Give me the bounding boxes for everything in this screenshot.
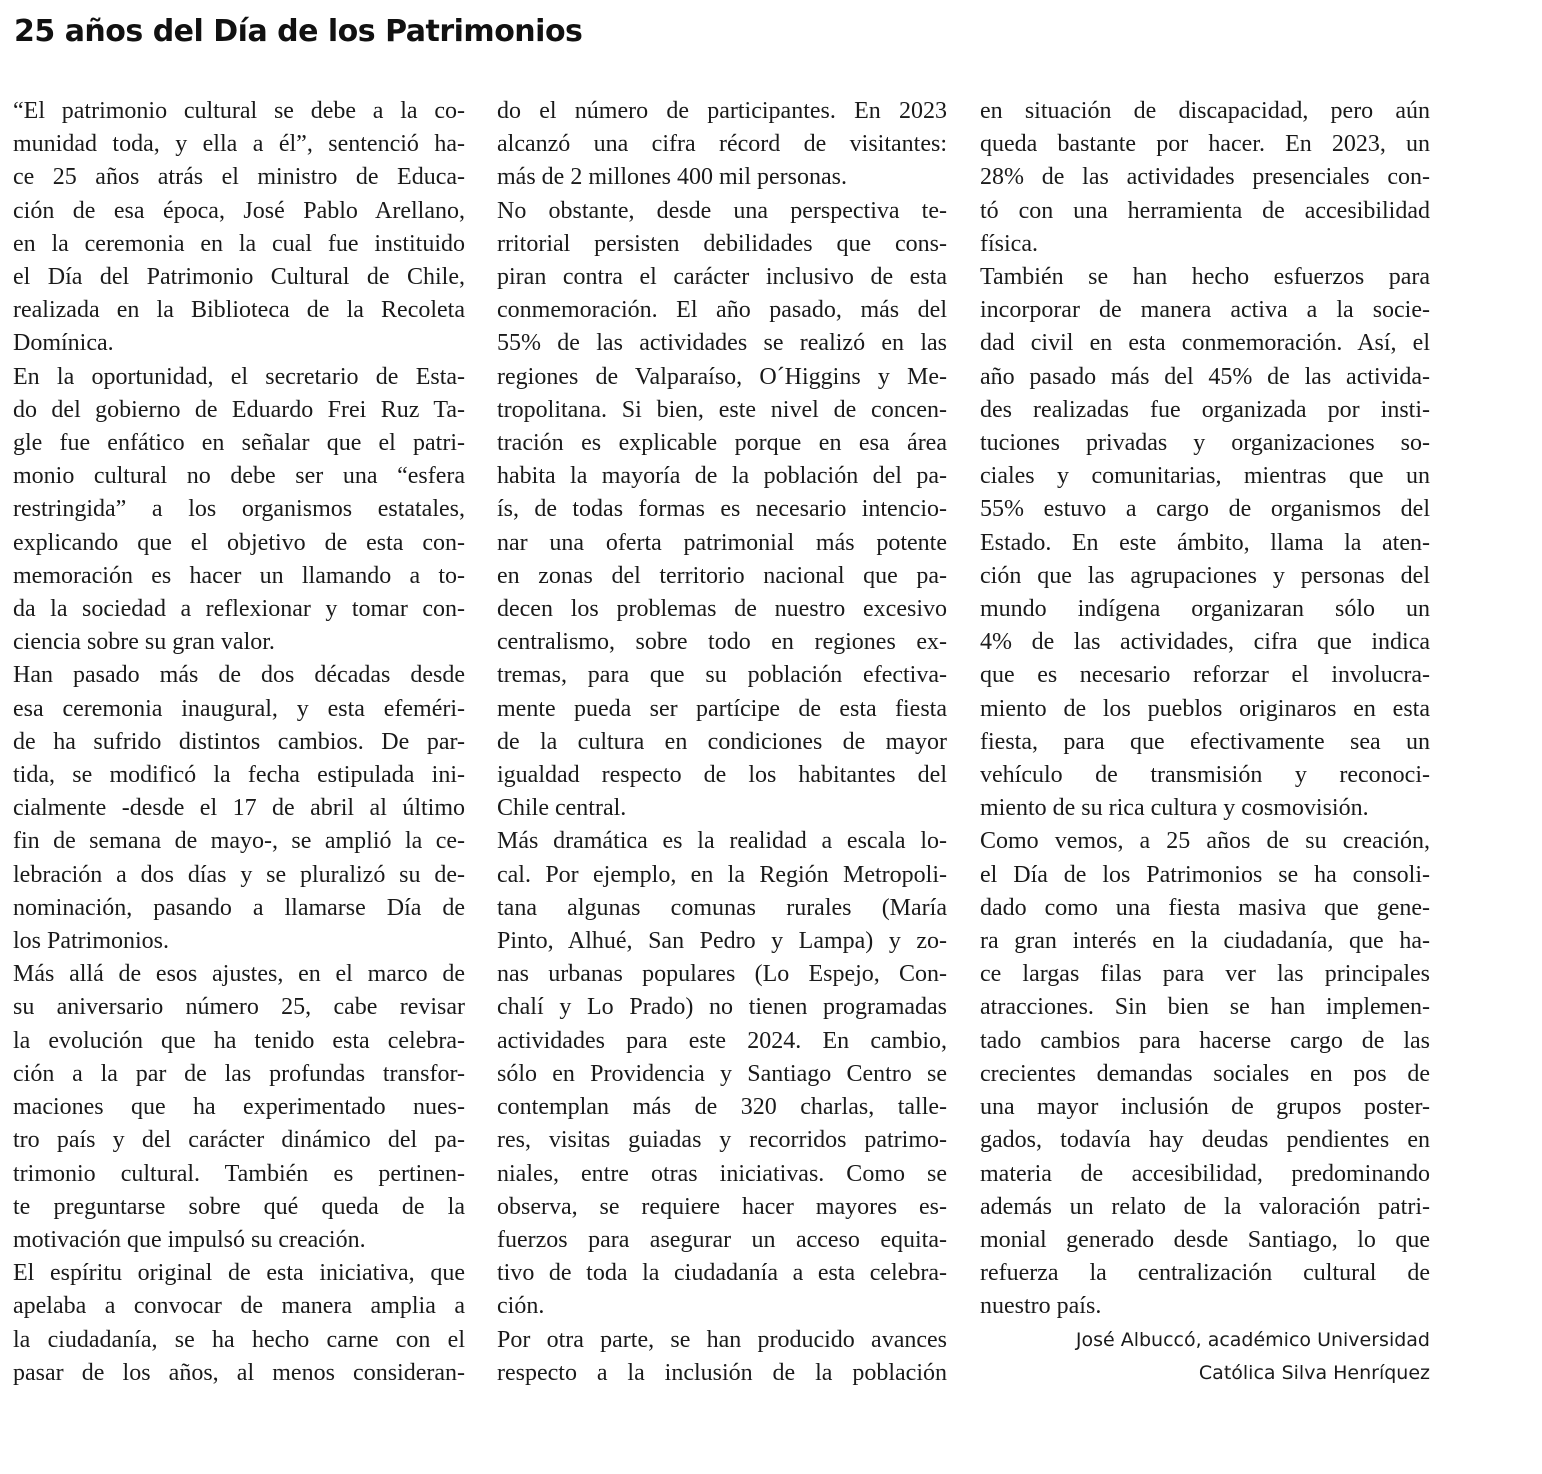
text-line: tremas, para que su población efectiva- [497,662,947,689]
text-line: cialmente -desde el 17 de abril al último [13,795,465,822]
text-line: ce 25 años atrás el ministro de Educa- [13,164,465,191]
text-line: más de 2 millones 400 mil personas. [497,164,847,191]
text-line: 28% de las actividades presenciales con- [980,164,1430,191]
text-line: fuerzos para asegurar un acceso equita- [497,1226,947,1253]
text-line: munidad toda, y ella a él”, sentenció ha- [13,131,465,158]
text-line: ciencia sobre su gran valor. [13,629,275,656]
text-line: Domínica. [13,330,114,357]
text-line: en la ceremonia en la cual fue instituido [13,230,465,257]
text-line: tropolitana. Si bien, este nivel de concen- [497,396,947,423]
text-line: miento de su rica cultura y cosmovisión. [980,795,1369,822]
text-line: des realizadas fue organizada por insti- [980,396,1430,423]
text-line: sólo en Providencia y Santiago Centro se [497,1060,947,1087]
text-line: queda bastante por hacer. En 2023, un [980,131,1430,158]
text-line: la evolución que ha tenido esta celebra- [13,1027,465,1054]
text-line: ra gran interés en la ciudadanía, que ha- [980,928,1430,955]
text-line: conmemoración. El año pasado, más del [497,297,947,324]
text-line: tida, se modificó la fecha estipulada ini- [13,762,465,789]
text-line: su aniversario número 25, cabe revisar [13,994,465,1021]
text-line: 55% de las actividades se realizó en las [497,330,947,357]
text-line: en zonas del territorio nacional que pa- [497,562,947,589]
text-line: “El patrimonio cultural se debe a la co- [13,98,465,124]
text-line: tó con una herramienta de accesibilidad [980,197,1430,224]
text-line: tuciones privadas y organizaciones so- [980,430,1430,457]
text-line: nuestro país. [980,1293,1102,1320]
text-line: refuerza la centralización cultural de [980,1260,1430,1287]
signature-line-1: José Albuccó, académico Universidad [1075,1328,1430,1351]
text-line: materia de accesibilidad, predominando [980,1160,1430,1187]
text-line: centralismo, sobre todo en regiones ex- [497,629,947,656]
text-line: nar una oferta patrimonial más potente [497,529,947,556]
text-line: trimonio cultural. También es pertinen- [13,1160,465,1187]
text-line: res, visitas guiadas y recorridos patrimo- [497,1127,947,1154]
text-line: El espíritu original de esta iniciativa, que [13,1260,465,1287]
text-line: maciones que ha experimentado nues- [13,1094,465,1121]
column-2 [497,95,947,1390]
text-line: Más dramática es la realidad a escala lo- [497,828,947,855]
text-line: física. [980,230,1038,257]
text-line: ción que las agrupaciones y personas del [980,562,1430,589]
text-line: monio cultural no debe ser una “esfera [13,463,465,490]
text-line: lebración a dos días y se pluralizó su de- [13,861,465,888]
text-line: cal. Por ejemplo, en la Región Metropoli- [497,861,947,888]
text-line: el Día del Patrimonio Cultural de Chile, [13,264,465,291]
text-line: tivo de toda la ciudadanía a esta celebra- [497,1260,947,1287]
text-line: respecto a la inclusión de la población [497,1359,947,1386]
text-line: observa, se requiere hacer mayores es- [497,1193,947,1220]
text-line: de ha sufrido distintos cambios. De par- [13,728,465,755]
column-3 [980,95,1430,1390]
text-line: crecientes demandas sociales en pos de [980,1060,1430,1087]
text-line: alcanzó una cifra récord de visitantes: [497,131,947,158]
text-line: realizada en la Biblioteca de la Recoleta [13,297,465,324]
text-line: Estado. En este ámbito, llama la aten- [980,529,1430,556]
text-line: decen los problemas de nuestro excesivo [497,596,947,623]
text-line: que es necesario reforzar el involucra- [980,662,1430,689]
text-line: gados, todavía hay deudas pendientes en [980,1127,1430,1154]
text-line: tado cambios para hacerse cargo de las [980,1027,1430,1054]
text-line: dado como una fiesta masiva que gene- [980,894,1430,921]
text-line: miento de los pueblos originaros en esta [980,695,1430,722]
text-line: una mayor inclusión de grupos poster- [980,1094,1430,1121]
text-line: da la sociedad a reflexionar y tomar con- [13,596,465,623]
text-line: vehículo de transmisión y reconoci- [980,762,1430,789]
text-line: mente pueda ser partícipe de esta fiesta [497,695,947,722]
text-line: ce largas filas para ver las principales [980,961,1430,988]
text-line: nas urbanas populares (Lo Espejo, Con- [497,961,947,988]
text-line: Chile central. [497,795,627,822]
text-line: además un relato de la valoración patri- [980,1193,1430,1220]
text-line: atracciones. Sin bien se han implemen- [980,994,1430,1021]
text-line: niales, entre otras iniciativas. Como se [497,1160,947,1187]
signature [980,1324,1430,1390]
text-line: contemplan más de 320 charlas, talle- [497,1094,947,1121]
headline: 25 años del Día de los Patrimonios [14,14,583,49]
text-line: ción a la par de las profundas transfor- [13,1060,465,1087]
text-line: fiesta, para que efectivamente sea un [980,728,1430,755]
text-line: ís, de todas formas es necesario intencio- [497,496,947,523]
column-3-lines [980,95,1430,1324]
text-line: 55% estuvo a cargo de organismos del [980,496,1430,523]
text-line: incorporar de manera activa a la socie- [980,297,1430,324]
text-line: No obstante, desde una perspectiva te- [497,197,947,224]
text-line: do del gobierno de Eduardo Frei Ruz Ta- [13,396,465,423]
text-line: tana algunas comunas rurales (María [497,894,947,921]
column-1 [13,95,465,1390]
text-line: dad civil en esta conmemoración. Así, el [980,330,1430,357]
text-line: chalí y Lo Prado) no tienen programadas [497,994,947,1021]
text-line: 4% de las actividades, cifra que indica [980,629,1430,656]
text-line: esa ceremonia inaugural, y esta efeméri- [13,695,465,722]
text-line: También se han hecho esfuerzos para [980,264,1430,291]
text-line: tración es explicable porque en esa área [497,430,947,457]
text-line: mundo indígena organizaran sólo un [980,596,1430,623]
text-line: en situación de discapacidad, pero aún [980,98,1430,124]
text-line: ción. [497,1293,545,1320]
text-line: de la cultura en condiciones de mayor [497,728,947,755]
text-line: monial generado desde Santiago, lo que [980,1226,1430,1253]
text-line: igualdad respecto de los habitantes del [497,762,947,789]
text-line: piran contra el carácter inclusivo de esta [497,264,947,291]
text-line: En la oportunidad, el secretario de Esta- [13,363,465,390]
text-line: motivación que impulsó su creación. [13,1226,366,1253]
text-line: nominación, pasando a llamarse Día de [13,894,465,921]
text-line: ción de esa época, José Pablo Arellano, [13,197,465,224]
text-line: el Día de los Patrimonios se ha consoli- [980,861,1430,888]
text-line: los Patrimonios. [13,928,170,955]
text-line: Por otra parte, se han producido avances [497,1326,947,1353]
text-line: restringida” a los organismos estatales, [13,496,465,523]
text-line: Más allá de esos ajustes, en el marco de [13,961,465,988]
text-line: Han pasado más de dos décadas desde [13,662,465,689]
text-line: te preguntarse sobre qué queda de la [13,1193,465,1220]
text-line: fin de semana de mayo-, se amplió la ce- [13,828,465,855]
text-line: Pinto, Alhué, San Pedro y Lampa) y zo- [497,928,947,955]
text-line: ciales y comunitarias, mientras que un [980,463,1430,490]
text-line: la ciudadanía, se ha hecho carne con el [13,1326,465,1353]
text-line: regiones de Valparaíso, O´Higgins y Me- [497,363,947,390]
text-line: Como vemos, a 25 años de su creación, [980,828,1430,855]
text-line: gle fue enfático en señalar que el patri- [13,430,465,457]
text-line: pasar de los años, al menos consideran- [13,1359,465,1386]
signature-line-2: Católica Silva Henríquez [1198,1361,1430,1384]
text-line: año pasado más del 45% de las activida- [980,363,1430,390]
text-line: explicando que el objetivo de esta con- [13,529,465,556]
text-line: do el número de participantes. En 2023 [497,98,947,124]
text-line: memoración es hacer un llamando a to- [13,562,465,589]
text-line: actividades para este 2024. En cambio, [497,1027,947,1054]
text-line: apelaba a convocar de manera amplia a [13,1293,465,1320]
text-line: habita la mayoría de la población del pa- [497,463,947,490]
text-line: rritorial persisten debilidades que cons- [497,230,947,257]
text-line: tro país y del carácter dinámico del pa- [13,1127,465,1154]
